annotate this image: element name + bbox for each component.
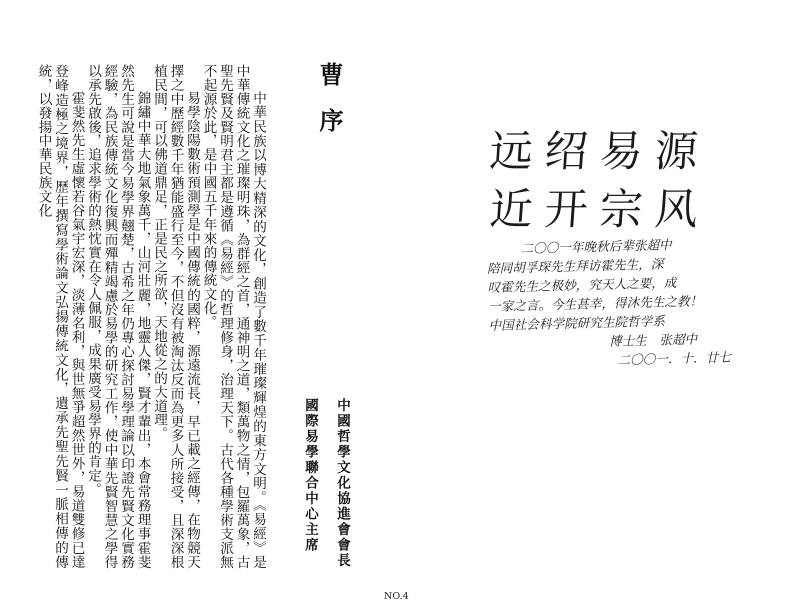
note-line-3: 叹霍先生之极妙，究天人之要，成 — [487, 274, 677, 295]
note-date: 二〇〇一．十．廿七 — [617, 349, 732, 368]
page-number: NO.4 — [384, 591, 409, 602]
preface-body — [18, 64, 266, 569]
note-line-4: 一家之言。今生甚幸，得沐先生之教！ — [487, 293, 703, 314]
credit-line-2: 國際易學聯合中心主席 — [302, 398, 318, 553]
preface-author-credit — [300, 398, 352, 578]
credit-line-1: 中國哲學文化協進會會長 — [334, 398, 350, 569]
handwritten-note — [486, 232, 789, 373]
note-line-5: 中国社会科学院研究生院哲学系 — [488, 313, 665, 333]
note-signature: 博士生 张超中 — [608, 331, 698, 349]
preface-paragraph-4: 霍斐然先生虛懷若谷氣宇宏深，淡薄名利，與世無爭超然世外，易道雙修已達登峰造極之境界，歷年撰寫學術論文弘揚傳統文化，遺承先聖先賢一脈相傳的傳統，以發揚中華民族文化 — [35, 64, 85, 569]
calligraphy-line-1: 远绍易源 — [488, 127, 712, 177]
preface-title: 曹序 — [315, 62, 344, 154]
preface-paragraph-1: 中華民族以博大精深的文化，創造了數千年璀璨輝煌的東方文明。《易經》是中華傳統文化之璀璨明珠，為群經之首，通神明之道，類萬物之情，包羅萬象，古聖先賢及賢明君主都是遵循《易經》的哲理修身，治理天下。古代各種學術支派無不起源於此，是中國五千年來的傳統文化。 — [200, 64, 266, 569]
note-line-2: 陪同胡孚琛先生拜访霍先生，深 — [486, 256, 664, 276]
preface-paragraph-3: 錦繡中華大地氣象萬千，山河壯麗，地靈人傑，賢才輩出，本會常務理事霍斐然先生可說是當今易學界翹楚，古希之年仍專心探討易學理論以印證先賢文化實務經驗，為民族傳統文化復興而殫精竭慮於易學的研究工作，使中華先賢智慧之學得以承先啟後，追求學術的熱忱實在令人佩服，成果廣受易學界的肯定。 — [85, 64, 151, 569]
note-line-1: 二〇〇一年晚秋后辈张超中 — [520, 237, 672, 257]
calligraphy-line-2: 近开宗风 — [488, 185, 712, 235]
preface-paragraph-2: 易學陰陽數術預測學是中國傳統的國粹，源遠流長，早已載之經傳，在物競天擇之中歷經數千年猶能盛行至今，不但沒有被淘汰反而為更多人所接受，且深深根植民間，可以佛道鼎足，正是民之所欲，天地從之的大道理。 — [151, 64, 200, 569]
